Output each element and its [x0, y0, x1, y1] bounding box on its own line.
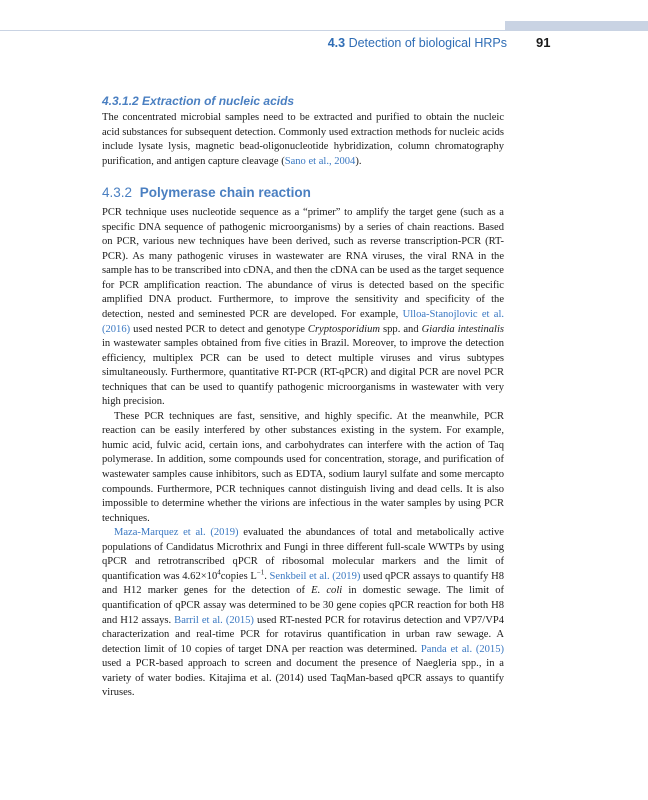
running-head-title: Detection of biological HRPs — [348, 36, 507, 50]
section-title: Polymerase chain reaction — [139, 185, 311, 201]
extraction-paragraph: The concentrated microbial samples need to be extracted and purified to obtain the nucleic acid substances for subsequent detection. Commonly used extraction methods for nucleic acids include lysate lysis, magnetic bead-oligonucleotide hybridization, column chromatography purification, and antigen capture cleavage (Sano et al., 2004). — [102, 112, 504, 167]
pcr-paragraph-2: These PCR techniques are fast, sensitive, and highly specific. At the meanwhile, PCR reaction can be easily interfered by other substances existing in the system. For example, humic acid, fulvic acid, certain ions, and carbohydrates can interfere with the action of Taq polymerase. In addition, some compounds used for concentration, storage, and purification of wastewater samples cause inhibitors, such as EDTA, sodium lauryl sulfate and some mercapto compounds. Furthermore, PCR techniques cannot distinguish living and dead cells. It is also impossible to determine whether the virions are infectious in the water samples by using PCR techniques. — [102, 410, 504, 524]
page-body — [102, 93, 504, 701]
pcr-paragraph-1: PCR technique uses nucleotide sequence as a “primer” to amplify the target gene (such as a specific DNA sequence of pathogenic microorganisms) by a series of chain reactions. Based on PCR, various new techniques have been derived, such as reverse transcription-PCR (RT-PCR). As many pathogenic viruses in wastewater are RNA viruses, the viral RNA in the sample has to be transcribed into cDNA, and then the cDNA can be used as the target sequence for PCR amplification reaction. The abundance of virus is detected based on the specific amplified DNA product. Furthermore, to improve the sensitivity and specificity of the detection, nested and seminested PCR are developed. For example, Ulloa-Stanojlovic et al. (2016) used nested PCR to detect and genotype Cryptosporidium spp. and Giardia intestinalis in wastewater samples obtained from five cities in Brazil. Moreover, to improve the detection efficiency, multiplex PCR can be used to detect multiple viruses and virus subtypes simultaneously. Furthermore, quantitative RT-PCR (RT-qPCR) and digital PCR are novel PCR techniques that can be used to quantify pathogenic microorganisms in wastewater with very high precision. — [102, 207, 505, 408]
subsubsection-number: 4.3.1.2 — [102, 94, 139, 108]
section-heading — [102, 184, 504, 202]
header-color-block — [505, 21, 648, 31]
citation-link[interactable]: Senkbeil et al. (2019) — [269, 570, 361, 582]
citation-link[interactable]: Sano et al., 2004 — [284, 155, 356, 167]
citation-link[interactable]: Ulloa-Stanojlovic et al. (2016) — [102, 309, 505, 335]
header-rule — [0, 30, 505, 31]
subsubsection-title: Extraction of nucleic acids — [142, 94, 295, 108]
citation-link[interactable]: Maza-Marquez et al. (2019) — [114, 527, 239, 539]
page-number: 91 — [536, 35, 551, 50]
running-head-section-number: 4.3 — [327, 36, 346, 50]
section-number: 4.3.2 — [102, 185, 133, 201]
subsubsection-heading — [102, 93, 504, 109]
citation-link[interactable]: Barril et al. (2015) — [174, 614, 254, 626]
running-head — [328, 36, 507, 50]
citation-link[interactable]: Panda et al. (2015) — [420, 643, 504, 655]
pcr-paragraph-3: Maza-Marquez et al. (2019) evaluated the abundances of total and metabolically active populations of Candidatus Microthrix and Fungi in three different full-scale WWTPs by using qPCR and retrotranscribed qPCR of ribosomal molecular markers and the limit of quantification was $4.62\times 10^4copies$ $L^{-1}$. Senkbeil et al. (2019) used qPCR assays to quantify H8 and H12 marker genes for the detection of E. coli in domestic sewage. The limit of quantification of qPCR assay was determined to be 30 gene copies qPCR reaction for both H8 and H12 assays. Barril et al. (2015) used RT-nested PCR for rotavirus detection and VP7/VP4 characterization and real-time PCR for rotavirus quantification in urban raw sewage. A detection limit of 10 copies of target DNA per reaction was determined. Panda et al. (2015) used a PCR-based approach to screen and document the presence of Naegleria spp., in a variety of water bodies. Kitajima et al. (2014) used TaqMan-based qPCR assays to quantify viruses. — [102, 527, 505, 699]
